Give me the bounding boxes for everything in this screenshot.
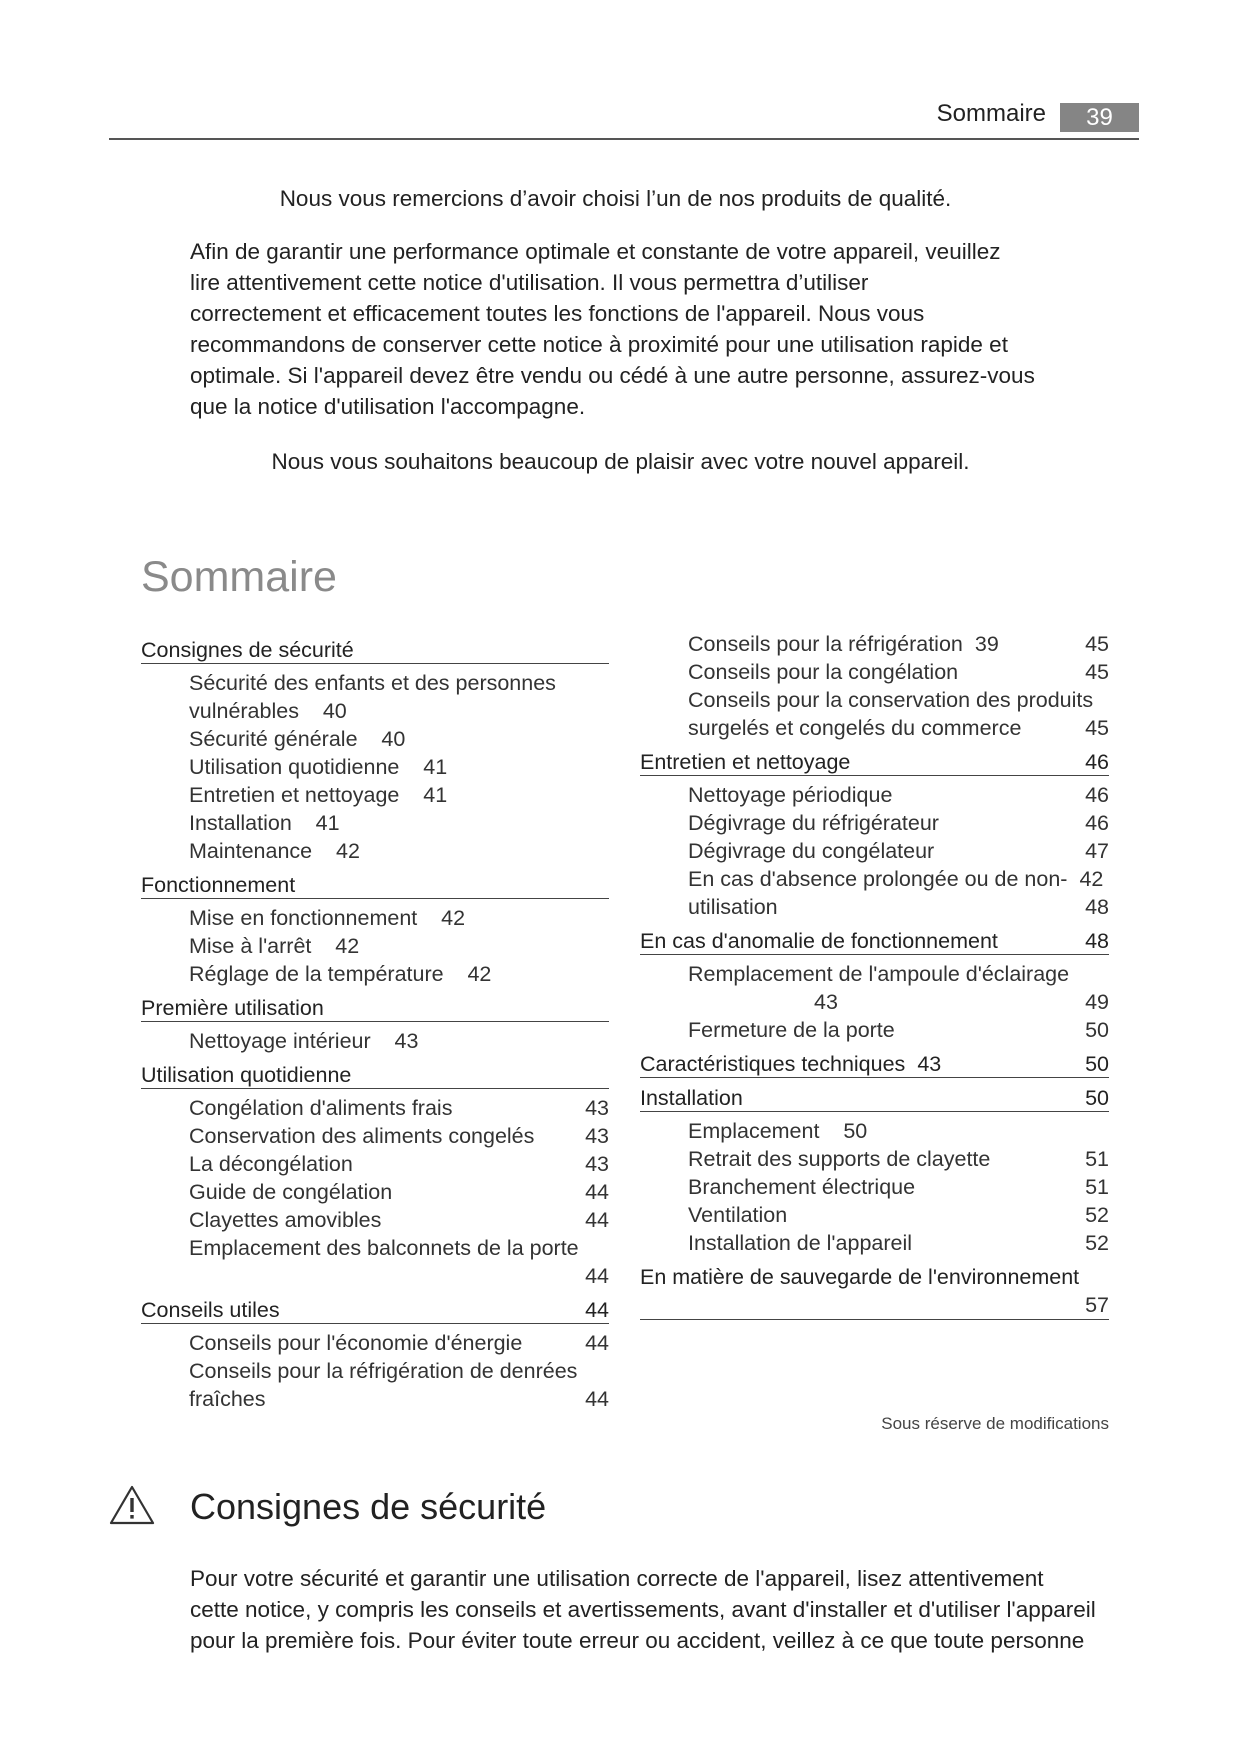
toc-entry-label: Sécurité des enfants et des personnes bbox=[189, 671, 556, 695]
toc-entry-label: Installation de l'appareil bbox=[688, 1231, 913, 1255]
toc-entry-label: Conseils pour la congélation bbox=[688, 660, 959, 684]
toc-entry-label-group bbox=[141, 1178, 392, 1206]
toc-entry-label-group bbox=[640, 837, 934, 865]
toc-left-column bbox=[141, 630, 609, 1413]
toc-entry-page: 44 bbox=[585, 1331, 609, 1355]
toc-entry[interactable] bbox=[141, 753, 609, 781]
toc-entry[interactable] bbox=[141, 1206, 609, 1234]
toc-entry-label-group bbox=[640, 809, 939, 837]
toc-entry-page: 46 bbox=[1085, 811, 1109, 835]
page-number-badge: 39 bbox=[1060, 103, 1139, 132]
toc-section-entry[interactable] bbox=[141, 994, 609, 1022]
toc-entry-page: 44 bbox=[585, 1264, 609, 1288]
paragraph-line: Afin de garantir une performance optimale et constante de votre appareil, veuillez bbox=[190, 239, 1001, 264]
toc-entry-label: Branchement électrique bbox=[688, 1175, 916, 1199]
toc-entry[interactable] bbox=[640, 686, 1109, 714]
toc-entry-label: Entretien et nettoyage 41 bbox=[189, 783, 448, 807]
toc-entry-label: Consignes de sécurité bbox=[141, 638, 354, 662]
toc-entry-label: Nettoyage intérieur 43 bbox=[189, 1029, 419, 1053]
toc-entry[interactable] bbox=[640, 781, 1109, 809]
toc-entry-page: 48 bbox=[1085, 929, 1109, 953]
toc-entry-label-group bbox=[141, 1061, 351, 1088]
toc-entry-page: 44 bbox=[585, 1298, 609, 1322]
toc-entry[interactable] bbox=[141, 1178, 609, 1206]
toc-entry[interactable] bbox=[141, 960, 609, 988]
toc-entry[interactable] bbox=[640, 1201, 1109, 1229]
toc-entry[interactable] bbox=[640, 893, 1109, 921]
toc-entry-label: fraîches bbox=[189, 1387, 266, 1411]
toc-entry-label: Conseils pour la réfrigération de denrées bbox=[189, 1359, 578, 1383]
toc-entry-label-group bbox=[640, 1201, 787, 1229]
toc-entry[interactable] bbox=[141, 837, 609, 865]
toc-entry[interactable] bbox=[141, 1329, 609, 1357]
toc-entry-label-group bbox=[141, 932, 359, 960]
toc-overlay-number: 39 bbox=[974, 632, 999, 656]
toc-entry-label: Nettoyage périodique bbox=[688, 783, 893, 807]
toc-right-column bbox=[640, 630, 1109, 1320]
toc-entry-label-group bbox=[141, 1385, 265, 1413]
toc-entry-page: 44 bbox=[585, 1387, 609, 1411]
toc-entry-label: Clayettes amovibles bbox=[189, 1208, 382, 1232]
paragraph-line: pour la première fois. Pour éviter toute erreur ou accident, veillez à ce que toute personne bbox=[190, 1628, 1085, 1653]
toc-entry[interactable] bbox=[141, 1262, 609, 1290]
toc-entry-label-group bbox=[640, 865, 1103, 893]
toc-entry-label-group bbox=[141, 697, 347, 725]
toc-entry-page: 49 bbox=[1085, 990, 1109, 1014]
toc-entry[interactable] bbox=[141, 1150, 609, 1178]
toc-entry-label: Conseils pour la conservation des produits bbox=[688, 688, 1094, 712]
toc-overlay-number: 43 bbox=[917, 1052, 942, 1076]
toc-entry[interactable] bbox=[640, 1117, 1109, 1145]
toc-entry-label: Réglage de la température 42 bbox=[189, 962, 492, 986]
toc-entry-page: 50 bbox=[1085, 1052, 1109, 1076]
toc-entry-label: Remplacement de l'ampoule d'éclairage bbox=[688, 962, 1070, 986]
toc-entry-label-group bbox=[640, 781, 892, 809]
toc-section-entry[interactable] bbox=[640, 1084, 1109, 1112]
toc-entry[interactable] bbox=[141, 904, 609, 932]
toc-entry-label-group bbox=[141, 1262, 189, 1290]
toc-entry[interactable] bbox=[640, 1291, 1109, 1320]
toc-entry-label-group bbox=[640, 1173, 915, 1201]
toc-entry-label-group bbox=[141, 994, 324, 1021]
toc-entry-label-group bbox=[141, 636, 354, 663]
toc-entry[interactable] bbox=[640, 809, 1109, 837]
toc-entry-label-group bbox=[640, 960, 1069, 988]
toc-entry-label: La décongélation bbox=[189, 1152, 353, 1176]
toc-entry-page: 44 bbox=[585, 1180, 609, 1204]
safety-paragraph bbox=[190, 1563, 1190, 1656]
toc-entry-label: Maintenance 42 bbox=[189, 839, 360, 863]
toc-entry-label-group bbox=[141, 781, 447, 809]
toc-entry[interactable] bbox=[640, 837, 1109, 865]
paragraph-line: correctement et efficacement toutes les fonctions de l'appareil. Nous vous bbox=[190, 301, 925, 326]
toc-entry-page: 43 bbox=[585, 1124, 609, 1148]
toc-entry-label: vulnérables 40 bbox=[189, 699, 347, 723]
toc-entry-label-group bbox=[141, 960, 491, 988]
toc-entry-label-group bbox=[640, 893, 778, 921]
toc-entry-label: Entretien et nettoyage bbox=[640, 750, 851, 774]
toc-entry-page: 45 bbox=[1085, 660, 1109, 684]
toc-entry-page: 51 bbox=[1085, 1147, 1109, 1171]
toc-entry[interactable] bbox=[141, 1357, 609, 1385]
toc-entry[interactable] bbox=[640, 1173, 1109, 1201]
toc-entry-page: 47 bbox=[1085, 839, 1109, 863]
intro-paragraph bbox=[190, 236, 1090, 422]
toc-entry-page: 50 bbox=[1085, 1018, 1109, 1042]
toc-entry-label: surgelés et congelés du commerce bbox=[688, 716, 1022, 740]
running-header-title: Sommaire bbox=[936, 100, 1046, 127]
toc-entry-label-group bbox=[141, 725, 405, 753]
toc-entry-label-group bbox=[640, 1050, 941, 1077]
toc-entry-label-group bbox=[640, 1084, 743, 1111]
toc-entry-label: Fermeture de la porte bbox=[688, 1018, 895, 1042]
toc-entry-label: utilisation bbox=[688, 895, 778, 919]
toc-entry-label-group bbox=[141, 809, 340, 837]
toc-entry-label-group bbox=[141, 1027, 418, 1055]
toc-entry-label-group bbox=[141, 837, 360, 865]
toc-entry[interactable] bbox=[141, 725, 609, 753]
toc-entry-page: 46 bbox=[1085, 750, 1109, 774]
toc-section-entry[interactable] bbox=[141, 1061, 609, 1089]
toc-entry-label: Conservation des aliments congelés bbox=[189, 1124, 535, 1148]
toc-entry[interactable] bbox=[141, 781, 609, 809]
toc-entry-label: Dégivrage du réfrigérateur bbox=[688, 811, 939, 835]
toc-entry-label-group bbox=[640, 1117, 867, 1145]
toc-entry-label-group bbox=[141, 669, 556, 697]
toc-entry-label: Dégivrage du congélateur bbox=[688, 839, 935, 863]
toc-entry-label-group bbox=[640, 1263, 1079, 1291]
warning-triangle-icon bbox=[108, 1484, 156, 1531]
toc-section-entry[interactable] bbox=[640, 1263, 1109, 1291]
toc-entry[interactable] bbox=[640, 630, 1109, 658]
intro-text: Nous vous remercions d’avoir choisi l’un de nos produits de qualité. bbox=[279, 186, 952, 211]
toc-entry-label-group bbox=[640, 988, 688, 1016]
toc-entry-label: Conseils pour la réfrigération bbox=[688, 632, 963, 656]
toc-entry-page: 43 bbox=[585, 1152, 609, 1176]
toc-entry-label-group bbox=[141, 904, 465, 932]
paragraph-line: cette notice, y compris les conseils et avertissements, avant d'installer et d'utiliser l'appareil bbox=[190, 1597, 1096, 1622]
toc-entry[interactable] bbox=[640, 1016, 1109, 1044]
intro-line bbox=[0, 183, 1241, 214]
section-heading: Consignes de sécurité bbox=[190, 1486, 547, 1527]
toc-entry[interactable] bbox=[141, 1385, 609, 1413]
toc-section-entry[interactable] bbox=[141, 636, 609, 664]
toc-entry-label-group bbox=[640, 630, 999, 658]
toc-entry[interactable] bbox=[141, 697, 609, 725]
toc-entry-label: Conseils utiles bbox=[141, 1298, 280, 1322]
toc-entry[interactable] bbox=[141, 1234, 609, 1262]
toc-section-entry[interactable] bbox=[141, 871, 609, 899]
toc-entry-label: Mise à l'arrêt 42 bbox=[189, 934, 360, 958]
paragraph-line: optimale. Si l'appareil devez être vendu ou cédé à une autre personne, assurez-vous bbox=[190, 363, 1035, 388]
toc-entry-label: En matière de sauvegarde de l'environnement bbox=[640, 1265, 1080, 1289]
toc-entry-page: 46 bbox=[1085, 783, 1109, 807]
toc-entry-label-group bbox=[141, 1296, 280, 1323]
toc-entry-label: En cas d'absence prolongée ou de non- bbox=[688, 867, 1068, 891]
toc-section-entry[interactable] bbox=[640, 1050, 1109, 1078]
toc-entry[interactable] bbox=[640, 1229, 1109, 1257]
toc-section-entry[interactable] bbox=[640, 748, 1109, 776]
toc-entry-label-group bbox=[141, 871, 295, 898]
toc-entry-label: Première utilisation bbox=[141, 996, 324, 1020]
toc-entry[interactable] bbox=[141, 669, 609, 697]
toc-entry-page: 51 bbox=[1085, 1175, 1109, 1199]
toc-entry-label: Mise en fonctionnement 42 bbox=[189, 906, 466, 930]
toc-entry-label-group bbox=[640, 927, 998, 954]
toc-entry-page: 45 bbox=[1085, 716, 1109, 740]
toc-entry-label: En cas d'anomalie de fonctionnement bbox=[640, 929, 998, 953]
reserve-note: Sous réserve de modifications bbox=[881, 1414, 1109, 1433]
toc-entry-page: 44 bbox=[585, 1208, 609, 1232]
toc-entry-label: Ventilation bbox=[688, 1203, 788, 1227]
toc-entry-label-group bbox=[640, 714, 1021, 742]
toc-entry[interactable] bbox=[141, 932, 609, 960]
toc-entry-label-group bbox=[640, 1016, 895, 1044]
toc-entry[interactable] bbox=[141, 1027, 609, 1055]
toc-section-entry[interactable] bbox=[640, 927, 1109, 955]
toc-title: Sommaire bbox=[141, 553, 337, 601]
toc-entry-label: Conseils pour l'économie d'énergie bbox=[189, 1331, 523, 1355]
toc-entry-label-group bbox=[640, 686, 1093, 714]
toc-entry-page: 52 bbox=[1085, 1231, 1109, 1255]
toc-entry[interactable] bbox=[141, 809, 609, 837]
toc-overlay-number: 42 bbox=[1079, 867, 1104, 891]
toc-entry-label: Installation bbox=[640, 1086, 743, 1110]
toc-entry-label: Emplacement des balconnets de la porte bbox=[189, 1236, 579, 1260]
toc-entry-label: Caractéristiques techniques bbox=[640, 1052, 906, 1076]
toc-entry-label-group bbox=[141, 1122, 534, 1150]
toc-entry-label-group bbox=[640, 658, 958, 686]
toc-overlay-number: 43 bbox=[814, 990, 838, 1014]
paragraph-line: Pour votre sécurité et garantir une utilisation correcte de l'appareil, lisez attentivement bbox=[190, 1566, 1044, 1591]
toc-entry-label: Emplacement 50 bbox=[688, 1119, 868, 1143]
toc-entry[interactable] bbox=[640, 988, 1109, 1016]
toc-entry-page: 52 bbox=[1085, 1203, 1109, 1227]
toc-entry-label: Guide de congélation bbox=[189, 1180, 393, 1204]
toc-entry[interactable] bbox=[640, 865, 1109, 893]
toc-entry-label-group bbox=[141, 1150, 353, 1178]
toc-entry-page: 43 bbox=[585, 1096, 609, 1120]
toc-entry[interactable] bbox=[640, 1145, 1109, 1173]
toc-entry-label-group bbox=[640, 1229, 912, 1257]
paragraph-line: lire attentivement cette notice d'utilisation. Il vous permettra d’utiliser bbox=[190, 270, 869, 295]
toc-entry-label: Fonctionnement bbox=[141, 873, 296, 897]
toc-entry-label: Retrait des supports de clayette bbox=[688, 1147, 991, 1171]
toc-entry[interactable] bbox=[640, 658, 1109, 686]
toc-entry-label: Congélation d'aliments frais bbox=[189, 1096, 453, 1120]
toc-entry-page: 50 bbox=[1085, 1086, 1109, 1110]
toc-entry-label: Utilisation quotidienne 41 bbox=[189, 755, 448, 779]
toc-section-entry[interactable] bbox=[141, 1296, 609, 1324]
toc-entry-label-group bbox=[141, 1206, 381, 1234]
toc-entry-label: Installation 41 bbox=[189, 811, 340, 835]
toc-entry-label-group bbox=[640, 1145, 990, 1173]
toc-entry-label-group bbox=[141, 753, 447, 781]
wish-line: Nous vous souhaitons beaucoup de plaisir avec votre nouvel appareil. bbox=[271, 449, 970, 474]
toc-entry-label-group bbox=[141, 1094, 452, 1122]
toc-entry-page: 57 bbox=[1085, 1293, 1109, 1317]
toc-entry-label: Utilisation quotidienne bbox=[141, 1063, 352, 1087]
toc-entry-page: 45 bbox=[1085, 632, 1109, 656]
toc-entry-label-group bbox=[141, 1357, 577, 1385]
toc-entry[interactable] bbox=[640, 960, 1109, 988]
toc-entry-page: 48 bbox=[1085, 895, 1109, 919]
paragraph-line: que la notice d'utilisation l'accompagne. bbox=[190, 394, 586, 419]
toc-entry[interactable] bbox=[141, 1122, 609, 1150]
toc-entry-label: Sécurité générale 40 bbox=[189, 727, 406, 751]
toc-entry[interactable] bbox=[141, 1094, 609, 1122]
header-rule bbox=[109, 138, 1139, 140]
toc-entry-label-group bbox=[141, 1329, 522, 1357]
paragraph-line: recommandons de conserver cette notice à proximité pour une utilisation rapide et bbox=[190, 332, 1008, 357]
toc-entry-label-group bbox=[141, 1234, 579, 1262]
toc-entry-label-group bbox=[640, 1291, 688, 1319]
toc-entry-label-group bbox=[640, 748, 850, 775]
toc-entry[interactable] bbox=[640, 714, 1109, 742]
